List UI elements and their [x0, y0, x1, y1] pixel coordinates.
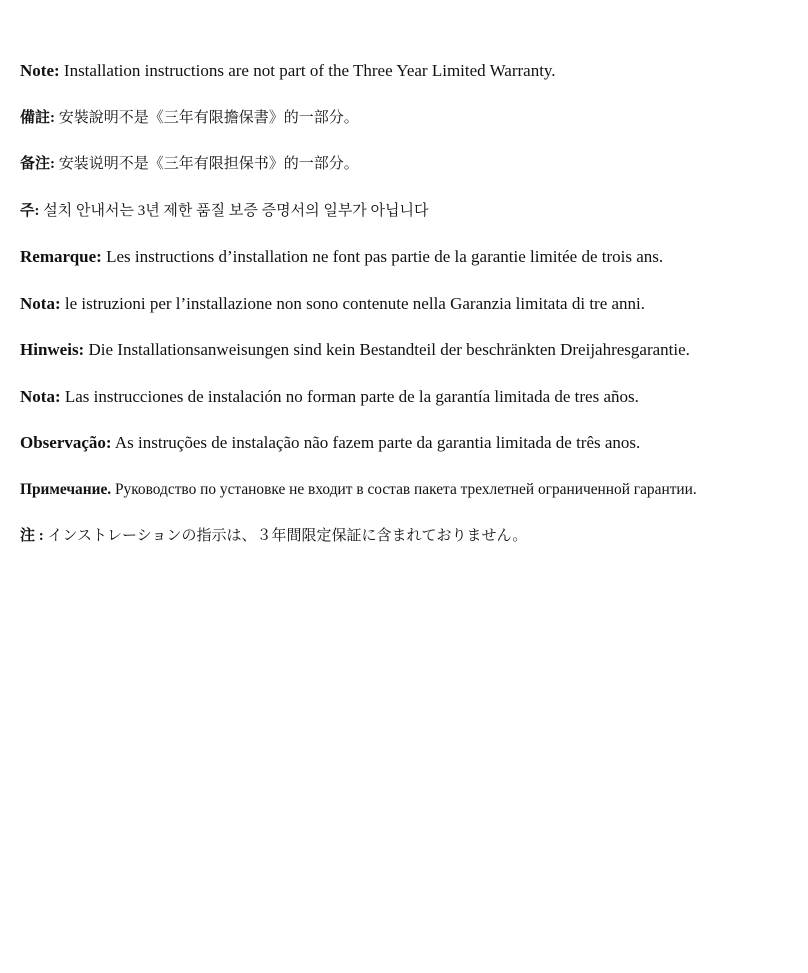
note-japanese [20, 525, 805, 572]
note-text: 安裝說明不是《三年有限擔保書》的一部分。 [55, 109, 359, 126]
note-german [20, 339, 805, 386]
installation-notes [20, 60, 805, 572]
note-text: Die Installationsanweisungen sind kein Bestandteil der beschränkten Dreijahresgarantie. [84, 340, 690, 359]
note-label: 备注: [20, 156, 55, 172]
note-text: Les instructions d’installation ne font pas partie de la garantie limitée de trois ans. [101, 247, 664, 266]
note-english [20, 60, 805, 107]
note-text: As instruções de instalação não fazem parte da garantia limitada de três anos. [111, 433, 641, 452]
note-korean [20, 200, 805, 247]
note-text: インストレーションの指示は、３年間限定保証に含まれておりません。 [43, 528, 528, 544]
note-label: 備註: [20, 109, 55, 126]
note-text: le istruzioni per l’installazione non sono contenute nella Garanzia limitata di tre anni. [60, 293, 646, 313]
note-label: 注 : [20, 528, 44, 544]
note-label: Hinweis: [20, 340, 85, 359]
note-russian [20, 479, 805, 526]
note-label: Note: [20, 61, 60, 80]
note-spanish [20, 386, 805, 433]
note-text: 설치 안내서는 3년 제한 품질 보증 증명서의 일부가 아닙니다 [39, 202, 429, 219]
note-label: Observação: [20, 433, 112, 452]
note-label: Remarque: [20, 247, 102, 266]
note-traditional-chinese [20, 107, 805, 154]
note-simplified-chinese [20, 153, 805, 200]
note-french [20, 246, 805, 293]
note-label: Nota: [20, 293, 61, 313]
note-text: 安装说明不是《三年有限担保书》的一部分。 [55, 156, 359, 172]
note-portuguese [20, 432, 805, 479]
note-label: Примечание. [20, 480, 112, 498]
note-text: Las instrucciones de instalación no forman parte de la garantía limitada de tres años. [60, 386, 639, 406]
note-label: 주: [20, 202, 40, 219]
note-text: Руководство по установке не входит в состав пакета трехлетней ограниченной гарантии. [111, 480, 697, 498]
note-label: Nota: [20, 386, 61, 406]
note-italian [20, 293, 805, 340]
note-text: Installation instructions are not part of the Three Year Limited Warranty. [59, 61, 556, 80]
